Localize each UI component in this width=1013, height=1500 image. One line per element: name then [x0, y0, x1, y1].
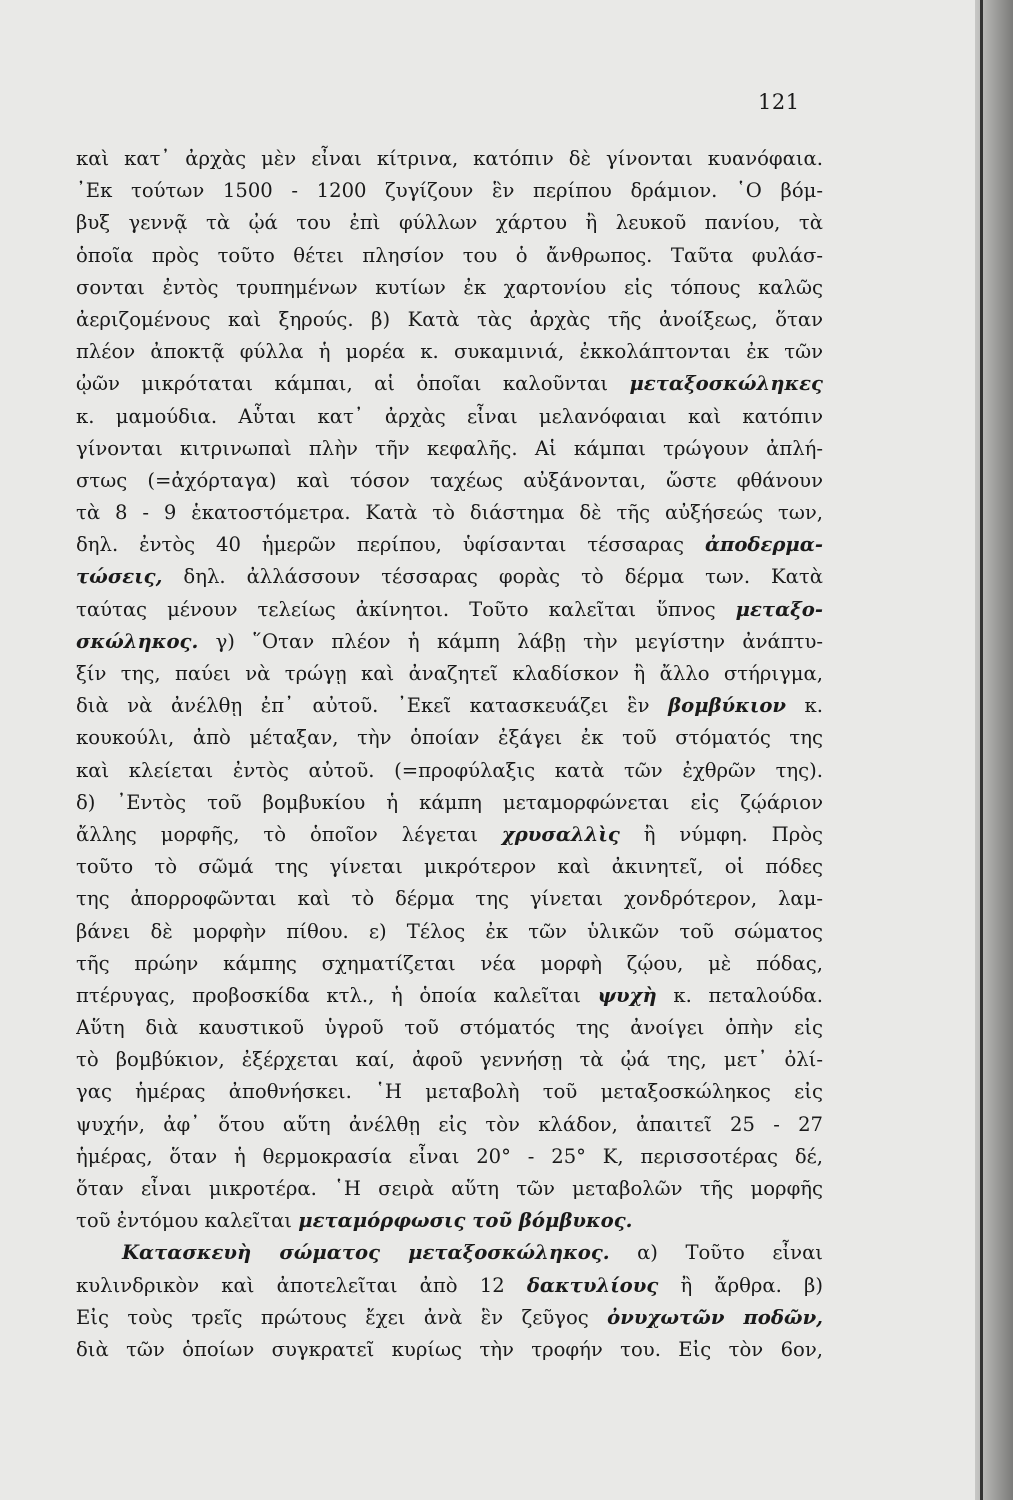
text-segment: τὸ βομβύκιον, ἐξέρχεται καί, ἀφοῦ γεννήσῃ τὰ ᾠά της, μετ᾽ ὀλί- [76, 1048, 823, 1072]
text-line [76, 207, 823, 239]
text-line [76, 1076, 823, 1108]
text-segment: γ) ῞Οταν πλέον ἡ κάμπη λάβῃ τὴν μεγίστην ἀνάπτυ- [198, 629, 823, 653]
text-segment: ὅταν εἶναι μικροτέρα. ῾Η σειρὰ αὕτη τῶν μεταβολῶν τῆς μορφῆς [76, 1177, 823, 1200]
text-line [76, 980, 823, 1012]
text-line [76, 401, 823, 433]
text-line [76, 175, 823, 207]
text-line [76, 948, 823, 980]
emphasized-term: ἀποδερμα- [704, 533, 823, 557]
text-line [76, 626, 823, 658]
text-line [76, 497, 823, 529]
text-line [76, 1012, 823, 1044]
text-line [76, 304, 823, 336]
text-line [76, 916, 823, 948]
text-line [76, 787, 823, 819]
text-line [76, 851, 823, 883]
text-line [76, 143, 823, 175]
text-line [76, 1334, 823, 1366]
text-line [76, 1044, 823, 1076]
emphasized-term: χρυσαλλὶς [501, 822, 620, 846]
emphasized-term: σκώληκος. [76, 629, 199, 653]
spine-edge [980, 0, 983, 1500]
text-segment: α) Τοῦτο εἶναι [609, 1241, 823, 1265]
text-segment: κ. μαμούδια. Αὗται κατ᾽ ἀρχὰς εἶναι μελανόφαιαι καὶ κατόπιν [76, 404, 823, 428]
text-line [76, 336, 823, 368]
emphasized-term: μεταξοσκώληκες [629, 372, 823, 396]
text-line [76, 1109, 823, 1141]
text-segment: Εἰς τοὺς τρεῖς πρώτους ἔχει ἀνὰ ἓν ζεῦγος [76, 1305, 608, 1329]
text-segment: ἡμέρας, ὅταν ἡ θερμοκρασία εἶναι 20° - 25° Κ, περισσοτέρας δέ, [76, 1144, 823, 1168]
text-segment: πλέον ἀποκτᾷ φύλλα ἡ μορέα κ. συκαμινιά, ἐκκολάπτονται ἐκ τῶν [76, 340, 823, 364]
text-segment: Αὕτη διὰ καυστικοῦ ὑγροῦ τοῦ στόματός της ἀνοίγει ὀπὴν εἰς [76, 1016, 823, 1040]
text-line [76, 883, 823, 915]
text-segment: καὶ κλείεται ἐντὸς αὐτοῦ. (=προφύλαξις κατὰ τῶν ἐχθρῶν της). [76, 758, 823, 782]
page-number: 121 [758, 90, 800, 114]
text-segment: πτέρυγας, προβοσκίδα κτλ., ἡ ὁποία καλεῖται [76, 983, 598, 1007]
text-segment: ἢ νύμφη. Πρὸς [619, 822, 823, 846]
text-line [76, 819, 823, 851]
text-line [76, 722, 823, 754]
text-line [76, 465, 823, 497]
text-segment: κ. πεταλούδα. [656, 983, 823, 1007]
text-segment: ἀεριζομένους καὶ ξηρούς. β) Κατὰ τὰς ἀρχὰς τῆς ἀνοίξεως, ὅταν [76, 307, 823, 331]
text-line [76, 594, 823, 626]
text-line [76, 529, 823, 561]
text-line [76, 1205, 823, 1237]
text-line [76, 561, 823, 593]
text-segment: δηλ. ἐντὸς 40 ἡμερῶν περίπου, ὑφίσανται τέσσαρας [76, 533, 705, 557]
text-segment: ξίν της, παύει νὰ τρώγῃ καὶ ἀναζητεῖ κλαδίσκον ἢ ἄλλο στήριγμα, [76, 662, 823, 685]
text-segment: ἄλλης μορφῆς, τὸ ὁποῖον λέγεται [76, 822, 502, 846]
emphasized-term: ψυχὴ [597, 983, 657, 1007]
text-segment: της ἀπορροφῶνται καὶ τὸ δέρμα της γίνεται χονδρότερον, λαμ- [76, 887, 823, 911]
text-segment: γας ἡμέρας ἀποθνήσκει. ῾Η μεταβολὴ τοῦ μεταξοσκώληκος εἰς [76, 1080, 823, 1104]
text-segment: ἢ ἄρθρα. β) [658, 1273, 823, 1297]
emphasized-term: τώσεις, [76, 565, 163, 589]
text-line [76, 368, 823, 400]
text-line [76, 1302, 823, 1334]
text-segment: δ) ᾽Εντὸς τοῦ βομβυκίου ἡ κάμπη μεταμορφώνεται εἰς ζῴάριον [76, 790, 823, 814]
text-segment: κυλινδρικὸν καὶ ἀποτελεῖται ἀπὸ 12 [76, 1273, 527, 1297]
text-segment: ᾠῶν μικρόταται κάμπαι, αἱ ὁποῖαι καλοῦνται [76, 372, 630, 396]
emphasized-term: μεταξο- [735, 597, 823, 621]
text-line [76, 1141, 823, 1173]
text-line [76, 1173, 823, 1205]
text-line [76, 1270, 823, 1302]
text-segment: κουκούλι, ἀπὸ μέταξαν, τὴν ὁποίαν ἐξάγει ἐκ τοῦ στόματός της [76, 726, 823, 750]
text-segment: δηλ. ἀλλάσσουν τέσσαρας φορὰς τὸ δέρμα των. Κατὰ [162, 565, 823, 589]
emphasized-term: ὀνυχωτῶν ποδῶν, [607, 1305, 823, 1329]
text-segment: τὰ 8 - 9 ἑκατοστόμετρα. Κατὰ τὸ διάστημα δὲ τῆς αὐξήσεώς των, [76, 501, 823, 525]
text-line [76, 755, 823, 787]
text-segment: διὰ νὰ ἀνέλθῃ ἐπ᾽ αὐτοῦ. ᾽Εκεῖ κατασκευάζει ἓν [76, 694, 669, 718]
text-segment: γίνονται κιτρινωπαὶ πλὴν τῆν κεφαλῆς. Αἱ κάμπαι τρώγουν ἀπλή- [76, 436, 823, 460]
text-line [76, 658, 823, 690]
text-segment: ψυχήν, ἀφ᾽ ὅτου αὕτη ἀνέλθῃ εἰς τὸν κλάδον, ἀπαιτεῖ 25 - 27 [76, 1112, 823, 1136]
text-segment: στως (=ἀχόρταγα) καὶ τόσον ταχέως αὐξάνονται, ὥστε φθάνουν [76, 468, 823, 492]
text-line [76, 433, 823, 465]
text-line [76, 1237, 823, 1269]
body-text [76, 143, 823, 1366]
text-line [76, 272, 823, 304]
emphasized-term: μεταμόρφωσις τοῦ βόμβυκος. [298, 1209, 633, 1233]
text-segment: τοῦτο τὸ σῶμά της γίνεται μικρότερον καὶ ἀκινητεῖ, οἱ πόδες [76, 855, 823, 879]
text-segment: βάνει δὲ μορφὴν πίθου. ε) Τέλος ἐκ τῶν ὑλικῶν τοῦ σώματος [76, 919, 823, 943]
emphasized-term: Κατασκευὴ σώματος μεταξοσκώληκος. [122, 1241, 610, 1265]
text-segment: κ. [785, 694, 823, 718]
emphasized-term: δακτυλίους [526, 1273, 659, 1297]
text-segment: καὶ κατ᾽ ἀρχὰς μὲν εἶναι κίτρινα, κατόπιν δὲ γίνονται κυανόφαια. [76, 147, 823, 170]
text-segment: ταύτας μένουν τελείως ἀκίνητοι. Τοῦτο καλεῖται ὕπνος [76, 597, 736, 621]
text-segment: διὰ τῶν ὁποίων συγκρατεῖ κυρίως τὴν τροφήν του. Εἰς τὸν 6ον, [76, 1337, 823, 1361]
text-segment: ὁποῖα πρὸς τοῦτο θέτει πλησίον του ὁ ἄνθρωπος. Ταῦτα φυλάσ- [76, 243, 823, 267]
text-line [76, 690, 823, 722]
text-segment: τοῦ ἐντόμου καλεῖται [76, 1209, 299, 1233]
text-segment: τῆς πρώην κάμπης σχηματίζεται νέα μορφὴ ζῴου, μὲ πόδας, [76, 951, 823, 975]
text-segment: βυξ γεννᾷ τὰ ᾠά του ἐπὶ φύλλων χάρτου ἢ λευκοῦ πανίου, τὰ [76, 211, 823, 235]
text-segment: σονται ἐντὸς τρυπημένων κυτίων ἐκ χαρτονίου εἰς τόπους καλῶς [76, 275, 823, 299]
text-segment: ᾽Εκ τούτων 1500 - 1200 ζυγίζουν ἓν περίπου δράμιον. ῾Ο βόμ- [76, 179, 823, 203]
emphasized-term: βομβύκιον [668, 694, 786, 718]
text-line [76, 240, 823, 272]
